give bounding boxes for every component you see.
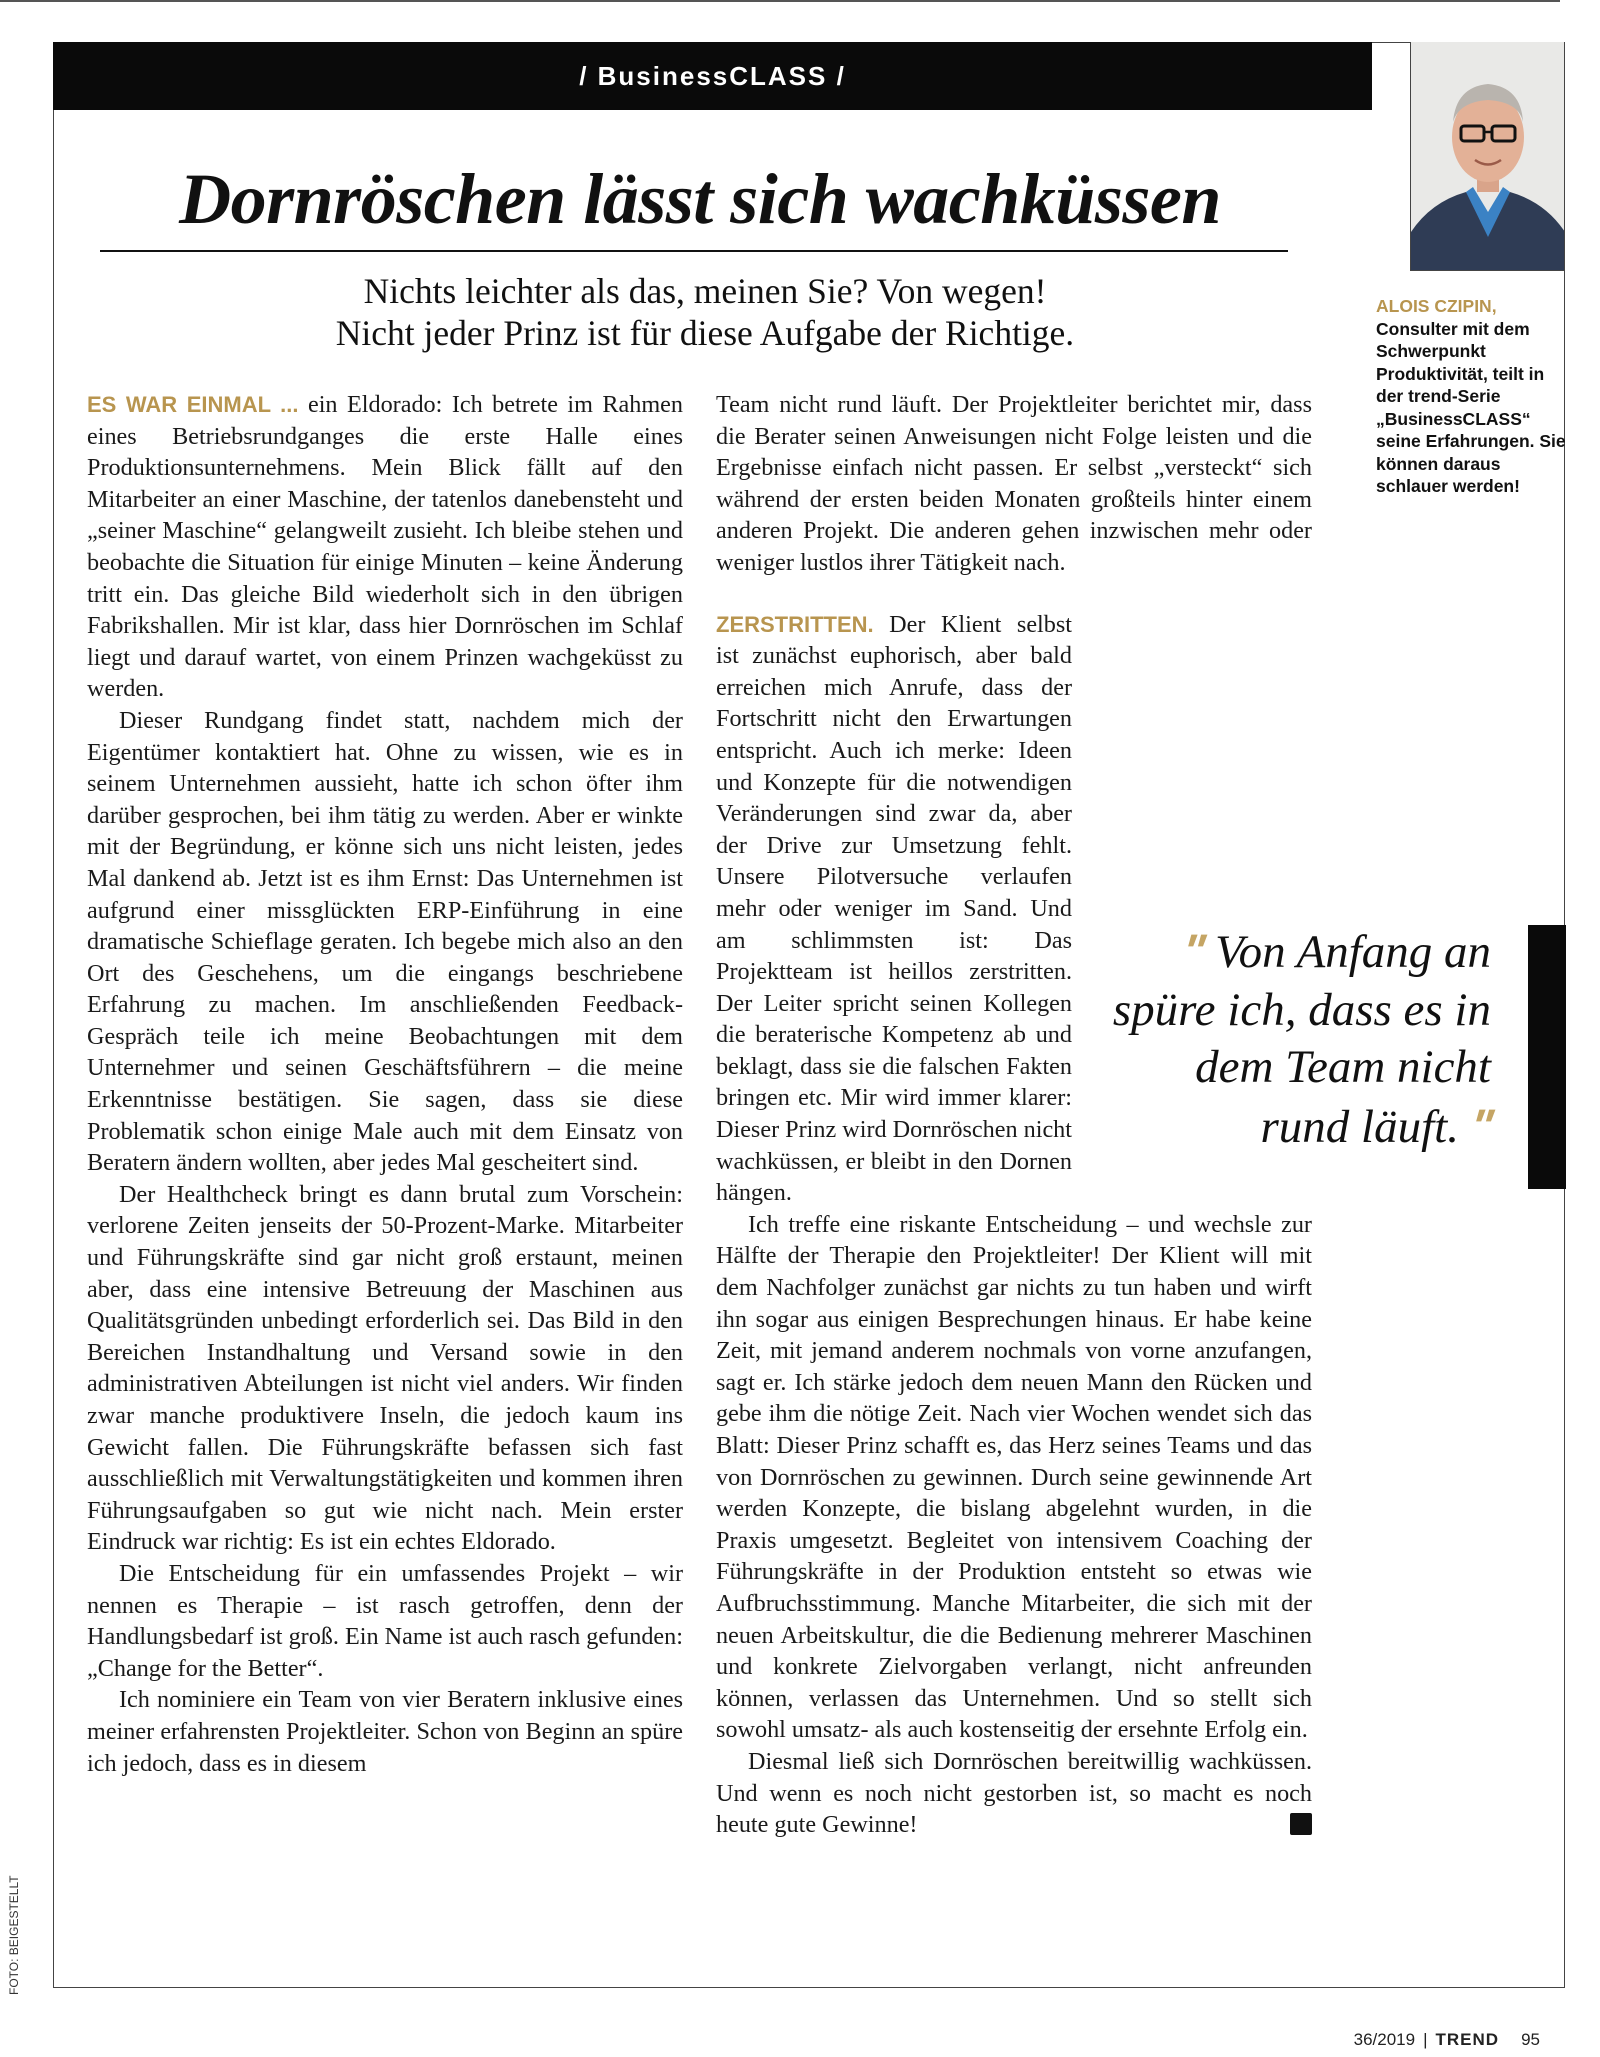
paragraph-8-text: Diesmal ließ sich Dornröschen bereitwillig wachküssen. Und wenn es noch nicht gestorben ist, so macht es noch heute gute Gewinne!	[716, 1747, 1312, 1839]
subtitle-line-1: Nichts leichter als das, meinen Sie? Von wegen!	[363, 271, 1047, 311]
paragraph-3: Der Healthcheck bringt es dann brutal zum Vorschein: verlorene Zeiten jenseits der 50-Prozent-Marke. Mitarbeiter und Führungskräfte sind gar nicht groß erstaunt, meinen aber, dass eine intensive Betreuung der Maschinen aus Qualitätsgründen unbedingt erforderlich sei. Das Bild in den Bereichen Instandhaltung und Versand sowie in den administrativen Abteilungen ist nicht viel anders. Wir finden zwar manche produktivere Inseln, die jedoch kaum ins Gewicht fallen. Die Führungskräfte befassen sich fast ausschließlich mit Verwaltungstätigkeiten und kommen ihren Führungsaufgaben so gut wie nicht nach. Mein erster Eindruck war richtig: Es ist ein echtes Eldorado.	[87, 1180, 683, 1556]
quote-open-icon: "	[1174, 924, 1213, 977]
headline-rule	[100, 250, 1288, 252]
headline: Dornröschen lässt sich wachküssen	[179, 159, 1221, 239]
section-header-bar	[53, 42, 1372, 110]
paragraph-1-text: ein Eldorado: Ich betrete im Rahmen eines Betriebsrundganges die erste Halle eines Produktionsunternehmens. Mein Blick fällt auf den Mitarbeiter an einer Maschine, der tatenlos danebensteht und „seiner Maschine“ gelangweilt zusieht. Ich bleibe stehen und beobachte die Situation für einige Minuten – keine Änderung tritt ein. Das gleiche Bild wiederholt sich in den übrigen Fabrikshallen. Mir ist klar, dass hier Dornröschen im Schlaf liegt und darauf wartet, von einem Prinzen wachgeküsst zu werden.	[87, 391, 684, 703]
pull-quote	[1105, 922, 1500, 1156]
subtitle	[175, 270, 1235, 354]
author-info	[1376, 295, 1566, 498]
footer-separator: |	[1423, 2030, 1428, 2049]
author-bio: Consulter mit dem Schwerpunkt Produktivität, teilt in der trend-Serie „BusinessCLASS“ seine Erfahrungen. Sie können daraus schlauer werden!	[1376, 318, 1566, 496]
kicker-zerstritten: ZERSTRITTEN.	[716, 611, 874, 637]
page-number: 95	[1521, 2030, 1540, 2049]
author-photo-icon	[1411, 42, 1564, 271]
section-label: / BusinessCLASS /	[579, 60, 846, 91]
article-column-2	[716, 389, 1332, 1949]
paragraph-6-text: Der Klient selbst ist zunächst euphorisch, aber bald erreichen mich Anrufe, dass der Fortschritt nicht den Erwartungen entspricht. Auch ich merke: Ideen und Konzepte für die notwendigen Veränderungen sind zwar da, aber der Drive zur Umsetzung fehlt. Unsere Pilotversuche verlaufen mehr oder weniger im Sand. Und am schlimmsten ist: Das Projektteam ist heillos zerstritten. Der Leiter spricht seinen Kollegen die beraterische Kompetenz ab und beklagt, dass sie die falschen Fakten bringen etc. Mir wird immer klarer: Dieser Prinz wird Dornröschen nicht wachküssen, er bleibt in den Dornen hängen.	[716, 610, 1072, 1207]
photo-credit: FOTO: BEIGESTELLT	[7, 1875, 21, 1995]
paragraph-5-continued: Team nicht rund läuft. Der Projektleiter berichtet mir, dass die Berater seinen Anweisungen nicht Folge leisten und die Ergebnisse einfach nicht passen. Er selbst „versteckt“ sich während der ersten beiden Monaten großteils hinter einem anderen Projekt. Die anderen gehen inzwischen mehr oder weniger lustlos ihrer Tätigkeit nach.	[716, 391, 1312, 576]
paragraph-5-start: Ich nominiere ein Team von vier Beratern inklusive eines meiner erfahrensten Projektleiter. Schon von Beginn an spüre ich jedoch, dass es in diesem	[87, 1686, 683, 1777]
trend-end-mark-icon: T	[1290, 1813, 1312, 1835]
subtitle-line-2: Nicht jeder Prinz ist für diese Aufgabe der Richtige.	[335, 313, 1075, 353]
top-rule	[0, 0, 1560, 2]
author-portrait	[1410, 42, 1564, 271]
quote-close-icon: "	[1462, 1098, 1500, 1152]
kicker-es-war-einmal: ES WAR EINMAL ...	[87, 392, 299, 417]
author-name: ALOIS CZIPIN,	[1376, 296, 1497, 316]
page-footer	[1354, 2030, 1540, 2050]
paragraph-4: Die Entscheidung für ein umfassendes Projekt – wir nennen es Therapie – ist rasch getroffen, denn der Handlungsbedarf ist groß. Ein Name ist auch rasch gefunden: „Change for the Better“.	[87, 1559, 683, 1682]
paragraph-1	[87, 389, 683, 705]
article-column-1	[87, 389, 683, 1949]
paragraph-8	[716, 1746, 1332, 1841]
paragraph-2: Dieser Rundgang findet statt, nachdem mich der Eigentümer kontaktiert hat. Ohne zu wissen, wie es in seinem Unternehmen aussieht, hatte ich schon öfter ihm darüber gesprochen, bei ihm tätig zu werden. Aber er winkte mit der Begründung, er könne sich uns nicht leisten, jedes Mal dankend ab. Jetzt ist es ihm Ernst: Das Unternehmen ist aufgrund einer missglückten ERP-Einführung in eine dramatische Schieflage geraten. Ich begebe mich also an den Ort des Geschehens, um die eingangs beschriebene Erfahrung zu machen. Im anschließenden Feedback-Gespräch teile ich meine Beobachtungen mit dem Unternehmer und seinen Geschäftsführern – die meine Erkenntnisse bestätigen. Sie sagen, dass sie diese Problematik schon einige Male auch mit dem Einsatz von Beratern ändern wollten, aber jedes Mal gescheitert sind.	[87, 706, 683, 1177]
issue-number: 36/2019	[1353, 2030, 1416, 2049]
paragraph-7: Ich treffe eine riskante Entscheidung – und wechsle zur Hälfte der Therapie den Projektleiter! Der Klient will mit dem Nachfolger zunächst gar nichts zu tun haben und wirft ihn sogar aus einigen Besprechungen hinaus. Er habe keine Zeit, mit jemand anderem nochmals von vorne anzufangen, sagt er. Ich stärke jedoch dem neuen Mann den Rücken und gebe ihm die nötige Zeit. Nach vier Wochen wendet sich das Blatt: Dieser Prinz schafft es, das Herz seines Teams und das von Dornröschen zu gewinnen. Durch seine gewinnende Art werden Konzepte, die bislang abgelehnt wurden, in die Praxis umgesetzt. Begleitet von intensivem Coaching der Führungskräfte in der Produktion entsteht so etwas wie Aufbruchsstimmung. Manche Mitarbeiter, die sich mit der neuen Arbeitskultur, die die Bedienung mehrerer Maschinen und konkrete Zielvorgaben verlangt, nicht anfreunden können, verlassen das Unternehmen. Und so stellt sich sowohl umsatz- als auch kostenseitig der ersehnte Erfolg ein.	[716, 1210, 1312, 1744]
edge-tab	[1528, 925, 1566, 1189]
magazine-name: TREND	[1435, 2030, 1500, 2049]
pull-quote-text: Von Anfang an spüre ich, dass es in dem Team nicht rund läuft.	[1112, 926, 1491, 1153]
